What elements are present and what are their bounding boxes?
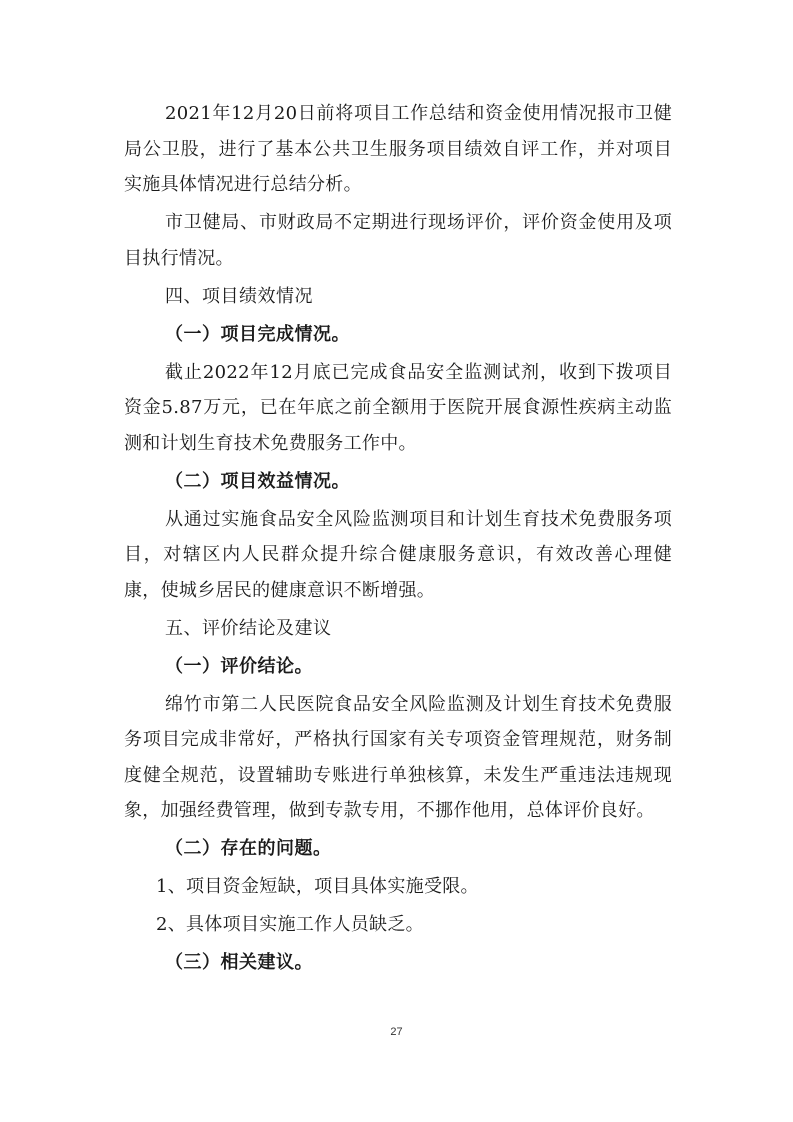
subheading-suggestions: （三）相关建议。 xyxy=(165,952,313,973)
paragraph-conclusion: 绵竹市第二人民医院食品安全风险监测及计划生育技术免费服务项目完成非常好，严格执行国家有关专项资金管理规范，财务制度健全规范，设置辅助专账进行单独核算，未发生严重违法违规现象，加强经费管理，做到专款专用，不挪作他用，总体评价良好。 xyxy=(124,693,672,821)
section-heading-4: 四、项目绩效情况 xyxy=(165,285,313,307)
subheading-conclusion: （一）评价结论。 xyxy=(165,655,313,677)
subheading-completion: （一）项目完成情况。 xyxy=(165,323,350,345)
paragraph-summary-report: 2021年12月20日前将项目工作总结和资金使用情况报市卫健局公卫股，进行了基本公共卫生服务项目绩效自评工作，并对项目实施具体情况进行总结分析。 xyxy=(124,103,672,195)
subheading-benefit: （二）项目效益情况。 xyxy=(165,470,350,492)
subheading-problems: （二）存在的问题。 xyxy=(165,838,332,859)
paragraph-onsite-evaluation: 市卫健局、市财政局不定期进行现场评价，评价资金使用及项目执行情况。 xyxy=(124,212,672,269)
document-body xyxy=(124,96,672,983)
problem-item-2: 2、具体项目实施工作人员缺乏。 xyxy=(156,914,424,935)
section-heading-5: 五、评价结论及建议 xyxy=(165,617,332,639)
paragraph-completion: 截止2022年12月底已完成食品安全监测试剂，收到下拨项目资金5.87万元，已在年底之前全额用于医院开展食源性疾病主动监测和计划生育技术免费服务工作中。 xyxy=(124,361,672,454)
page-number: 27 xyxy=(390,1026,403,1038)
problem-item-1: 1、项目资金短缺，项目具体实施受限。 xyxy=(156,876,479,897)
paragraph-benefit: 从通过实施食品安全风险监测项目和计划生育技术免费服务项目，对辖区内人民群众提升综合健康服务意识，有效改善心理健康，使城乡居民的健康意识不断增强。 xyxy=(124,508,672,601)
